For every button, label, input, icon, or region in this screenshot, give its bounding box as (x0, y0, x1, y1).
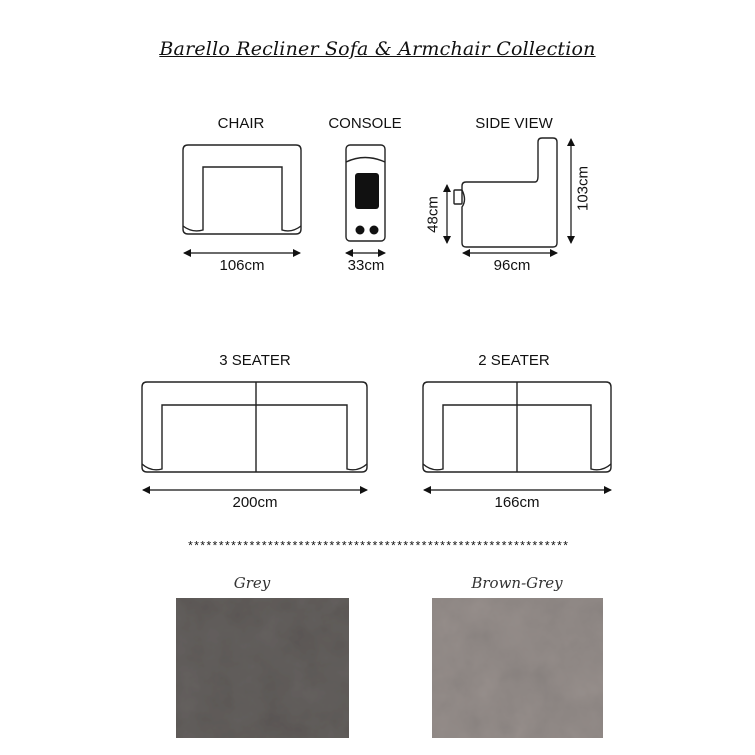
swatch-label-brown-grey: Brown-Grey (471, 574, 563, 592)
page-title: Barello Recliner Sofa & Armchair Collection (159, 38, 596, 60)
console-button-right (370, 226, 379, 235)
side-view-label: SIDE VIEW (475, 115, 553, 132)
two-seater-outline (423, 382, 611, 472)
swatch-grey-texture (176, 598, 349, 738)
side-height-text: 103cm (574, 165, 592, 212)
two-seater-label: 2 SEATER (478, 352, 550, 369)
three-seater-outline (142, 382, 367, 472)
console-button-left (356, 226, 365, 235)
swatch-brown-grey[interactable] (432, 598, 603, 738)
side-seat-height-text: 48cm (424, 196, 442, 233)
chair-outline (183, 145, 301, 234)
two-seater-width-text: 166cm (494, 494, 540, 511)
separator-line: ************************************************************** (186, 540, 569, 554)
swatch-label-grey: Grey (233, 574, 271, 592)
chair-label: CHAIR (217, 115, 265, 132)
chair-width-text: 106cm (219, 257, 265, 274)
console-screen (355, 173, 379, 209)
swatch-brown-grey-texture (432, 598, 603, 738)
console-width-text: 33cm (347, 257, 385, 274)
side-view-outline (454, 138, 557, 247)
console-label: CONSOLE (328, 115, 402, 132)
side-depth-text: 96cm (493, 257, 531, 274)
three-seater-width-text: 200cm (232, 494, 278, 511)
three-seater-label: 3 SEATER (219, 352, 291, 369)
swatch-grey[interactable] (176, 598, 349, 738)
